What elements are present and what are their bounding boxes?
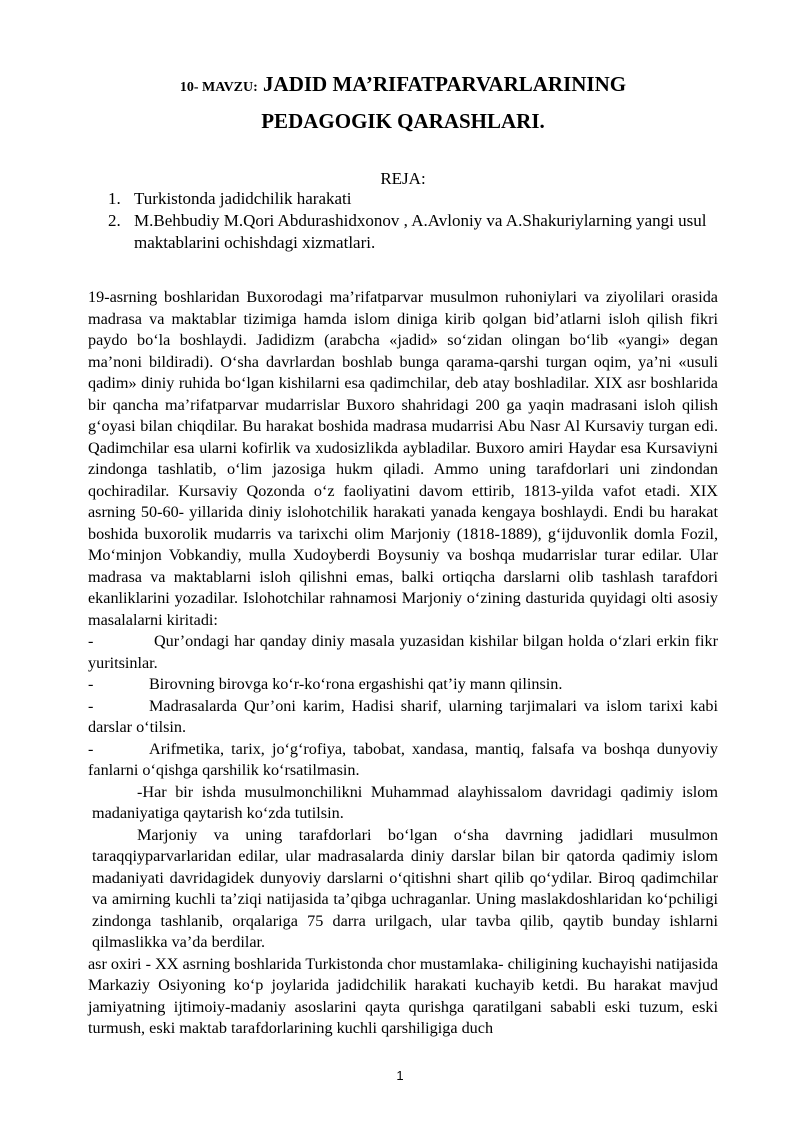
plan-item <box>108 210 718 254</box>
dash-marker: - <box>88 632 94 650</box>
page-number: 1 <box>396 1068 404 1083</box>
dash-item-2 <box>88 674 718 696</box>
plan-item-number: 1. <box>108 189 121 208</box>
paragraph-4: asr oxiri - XX asrning boshlarida Turkistonda chor mustamlaka- chiligining kuchayishi natijasida Markaziy Osiyoning ko‘p joylarida jadidchilik harakati kuchayib ketdi. Bu harakat mavjud jamiyatning ijtimoiy-madaniy asoslarini qayta qurishga qaratilgani sababli eski tuzum, eski turmush, eski maktab tarafdorlarining kuchli qarshiligiga duch <box>88 954 718 1037</box>
plan-item-text: M.Behbudiy M.Qori Abdurashidxonov , A.Avloniy va A.Shakuriylarning yangi usul maktablarini ochishdagi xizmatlari. <box>134 211 707 252</box>
dash-item-text: Madrasalarda Qur’oni karim, Hadisi sharif, ularning tarjimalari va islom tarixi kabi darslar o‘tilsin. <box>88 696 718 736</box>
paragraph-3: Marjoniy va uning tarafdorlari bo‘lgan o‘sha davrning jadidlari musulmon taraqqiyparvarlaridan edilar, ular madrasalarda diniy darslar bilan bir qatorda qadimiy islom madaniyati davridagidek dunyoviy darslarni o‘qitishni shart qilib qo‘ydilar. Biroq qadimchilar va amirning kuchli ta’ziqi natijasida ta’qibga uchraganlar. Uning maslakdoshlaridan ko‘pchiligi zindonga tashlanib, orqalariga 75 darra urilgach, ular tavba qilib, qaytib bunday ishlarni qilmaslikka va’da berdilar. <box>92 825 718 951</box>
dash-item-4 <box>88 739 718 782</box>
plan-item-number: 2. <box>108 211 121 230</box>
dash-marker: - <box>88 675 94 693</box>
topic-label: 10- MAVZU: <box>179 80 258 95</box>
dash-item-text: Arifmetika, tarix, jo‘g‘rofiya, tabobat, xandasa, mantiq, falsafa va boshqa dunyoviy fanlarni o‘qishga qarshilik ko‘rsatilmasin. <box>88 739 718 779</box>
title-text-1: JADID MA’RIFATPARVARLARINING <box>263 72 627 96</box>
dash-item-3 <box>88 696 718 739</box>
title-line-1 <box>88 70 718 102</box>
paragraph-2: -Har bir ishda musulmonchilikni Muhammad alayhissalom davridagi qadimiy islom madaniyatiga qaytarish ko‘zda tutilsin. <box>92 782 718 822</box>
dash-marker: - <box>88 739 94 758</box>
paragraph-1: 19-asrning boshlaridan Buxorodagi ma’rifatparvar musulmon ruhoniylari va ziyolilari orasida madrasa va maktablar tizimiga hamda islom diniga kirib qolgan bid’atlarni isloh qilish fikri paydo bo‘la boshlaydi. Jadidizm (arabcha «jadid» so‘zidan olingan bo‘lib «yangi» degan ma’noni bildiradi). O‘sha davrlardan boshlab bunga qarama-qarshi turgan oqim, ya’ni «usuli qadim» diniy ruhida bo‘lgan kishilarni esa qadimchilar, deb atay boshladilar. XIX asr boshlarida bir qancha ma’rifatparvar mudarrislar Buxoro shahridagi 200 ga yaqin madrasani isloh qilish g‘oyasi bilan chiqdilar. Bu harakat boshida madrasa mudarrisi Abu Nasr Al Kursaviy turgan edi. Qadimchilar esa ularni kofirlik va xudosizlikda aybladilar. Buxoro amiri Haydar esa Kursaviyni zindonga tashlatib, o‘lim jazosiga hukm qiladi. Ammo uning tarafdorlari uni zindondan qochiradilar. Kursaviy Qozonda o‘z faoliyatini davom ettirib, 1813-yilda vafot etadi. XIX asrning 50-60- yillarida diniy islohotchilik harakati yanada kengaya boshlaydi. Endi bu harakat boshida buxorolik mudarris va tarixchi olim Marjoniy (1818-1889), g‘ijduvonlik domla Fozil, Mo‘minjon Vobkandiy, mulla Xudoyberdi Boysuniy va boshqa mudarrislar turar edilar. Ular madrasa va maktablarni isloh qilishni emas, balki ortiqcha darslarni olib tashlash tarafdori ekanliklarini yozadilar. Islohotchilar rahnamosi Marjoniy o‘zining dasturida quyidagi olti asosiy masalalarni kiritadi: <box>88 288 718 629</box>
dash-item-1 <box>88 631 718 674</box>
dash-marker: - <box>88 696 94 715</box>
plan-item <box>108 188 718 210</box>
plan-heading: REJA: <box>380 169 426 188</box>
title-line-2: PEDAGOGIK QARASHLARI. <box>261 109 545 133</box>
dash-item-text: Birovning birovga ko‘r-ko‘rona ergashishi qat’iy mann qilinsin. <box>149 675 563 693</box>
plan-list <box>108 188 718 254</box>
plan-item-text: Turkistonda jadidchilik harakati <box>134 189 352 208</box>
dash-item-text: Qur’ondagi har qanday diniy masala yuzasidan kishilar bilgan holda o‘zlari erkin fikr yuritsinlar. <box>88 632 719 672</box>
body-text <box>88 287 718 1040</box>
